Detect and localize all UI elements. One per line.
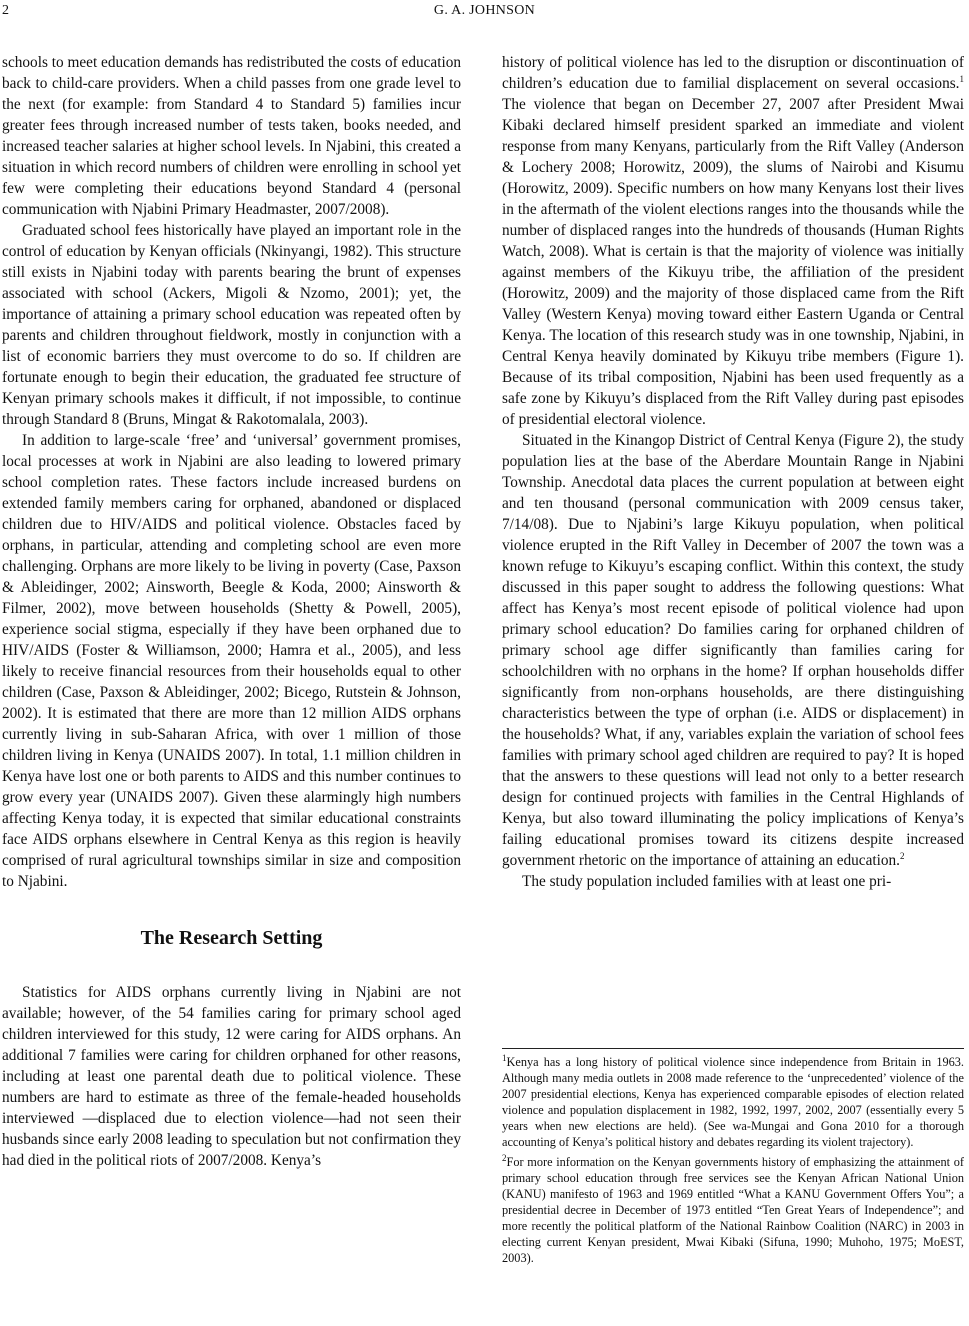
footnote [502, 1154, 964, 1266]
footnote [502, 1054, 964, 1150]
page-header [0, 0, 969, 22]
body-paragraph: Statistics for AIDS orphans currently living in Njabini are not available; however, of the 54 families caring for primary school aged children interviewed for this study, 12 were caring for AIDS orphans. An additional 7 families were caring for children orphaned for other reasons, including at least one parental death due to political violence. These numbers are hard to estimate as three of the female-headed households interviewed —displaced due to election violence—had not seen their husbands since early 2008 leading to speculation but not confirmation they had died in the political riots of 2007/2008. Kenya’s [2, 984, 461, 1169]
right-column [502, 52, 964, 892]
footnote-ref[interactable]: 2 [900, 850, 905, 861]
footnote-ref[interactable]: 1 [959, 73, 964, 84]
footnote-mark: 1 [502, 1052, 507, 1063]
left-column [2, 52, 461, 1171]
running-head: G. A. JOHNSON [433, 3, 536, 18]
footnote-mark: 2 [502, 1152, 507, 1163]
footnote-text: Kenya has a long history of political violence since independence from Britain in 1963. Although many media outlets in 2008 made reference to the ‘unprecedented’ violence of the 2007 presidential elections, Kenya has experienced comparable episodes of election related violence and population displacement in 1982, 1992, 1997, 2002, 2007 (essentially every 5 years when new elections are held). (See wa-Mungai and Gona 2010 for a thorough accounting of Kenya’s political history and debates regarding its violent trajectory). [502, 1055, 964, 1149]
body-paragraph: Graduated school fees historically have played an important role in the control of education by Kenyan officials (Nkinyangi, 1982). This structure still exists in Njabini today with parents bearing the brunt of expenses associated with school (Ackers, Migoli & Nzomo, 2001); yet, the importance of attaining a primary school education was repeated often by parents and children throughout fieldwork, mostly in conjunction with a list of economic barriers they must overcome to do so. If children are fortunate enough to begin their education, the graduated fee structure of Kenyan primary schools makes it difficult, if not impossible, to continue through Standard 8 (Bruns, Mingat & Rakotomalala, 2003). [2, 222, 461, 428]
body-paragraph: schools to meet education demands has redistributed the costs of education back to child-care providers. When a child passes from one grade level to the next (for example: from Standard 4 to Standard 5) families incur greater fees through increased number of tests taken, books needed, and increased teacher salaries at higher school levels. In Njabini, this created a situation in which record numbers of children were enrolling in school yet few were completing their educations beyond Standard 4 (personal communication with Njabini Primary Headmaster, 2007/2008). [2, 54, 461, 218]
footnotes [502, 1048, 964, 1270]
section-heading: The Research Setting [140, 927, 323, 949]
paragraph-text: The violence that began on December 27, 2007 after President Mwai Kibaki declared himself president sparked an immediate and violent response from many Kenyans, particularly from the Rift Valley (Anderson & Lochery 2008; Horowitz, 2009), the slums of Nairobi and Kisumu (Horowitz, 2009). Specific numbers on how many Kenyans lost their lives in the aftermath of the violent elections ranges into the thousands while the number of displaced ranges into the hundreds of thousands (Human Rights Watch, 2008). What is certain is that the majority of violence was initially against members of the Kikuyu tribe, the affiliation of the president (Horowitz, 2009) and the majority of those displaced came from the Rift Valley (Western Kenya) moving toward either Eastern Uganda or Central Kenya. The location of this research study was in one township, Njabini, in Central Kenya heavily dominated by Kikuyu tribe members (Figure 1). Because of its tribal composition, Njabini has been used frequently as a safe zone by Kikuyu’s displaced from the Rift Valley during past episodes of presidential electoral violence. [502, 96, 964, 428]
body-paragraph [502, 52, 964, 430]
paragraph-text: history of political violence has led to the disruption or discontinuation of children’s education due to familial displacement on several occasions. [502, 54, 964, 92]
body-paragraph [502, 430, 964, 871]
paragraph-text: Situated in the Kinangop District of Central Kenya (Figure 2), the study population lies at the base of the Aberdare Mountain Range in Njabini Township. Anecdotal data places the current population at between eight and ten thousand (personal communication with 2009 census taker, 7/14/08). Due to Njabini’s large Kikuyu population, when political violence erupted in the Rift Valley in December of 2007 the town was a known refuge to Kikuyu’s escaping conflict. Within this context, the study discussed in this paper sought to address the following questions: What affect has Kenya’s most recent episode of political violence had upon primary school education? Do families caring for orphaned children of primary school age differ significantly than families caring for schoolchildren with no orphans in the home? If orphan households differ significantly from non-orphans households, are there distinguishing characteristics between the type of orphan (i.e. AIDS or displacement) in the households? What, if any, variables explain the variation of school fees families with primary school aged children are required to pay? It is hoped that the answers to these questions will lead not only to a better research design for continued projects with families in the Central Highlands of Kenya, but also toward illuminating the policy implications of Kenya’s failing educational promises toward its citizens despite increased government rhetoric on the importance of attaining an education. [502, 432, 964, 869]
body-paragraph: In addition to large-scale ‘free’ and ‘universal’ government promises, local processes at work in Njabini are also leading to lowered primary school completion rates. These factors include increased burdens on extended family members caring for orphaned, abandoned or displaced children due to HIV/AIDS and political violence. Obstacles faced by orphans, in particular, attending and completing school are even more challenging. Orphans are more likely to be living in poverty (Case, Paxson & Ableidinger, 2002; Ainsworth, Beegle & Koda, 2000; Ainsworth & Filmer, 2002), move between households (Shetty & Powell, 2005), experience social stigma, especially if they have been orphaned due to HIV/AIDS (Foster & Williamson, 2000; Hamra et al., 2005), and less likely to receive financial resources from their households equal to other children (Case, Paxson & Ableidinger, 2002; Bicego, Rutstein & Johnson, 2002). It is estimated that there are more than 12 million AIDS orphans currently living in sub-Saharan Africa, with over 1 million of those children living in Kenya (UNAIDS 2007). In total, 1.1 million children in Kenya have lost one or both parents to AIDS and this number continues to grow every year (UNAIDS 2007). Given these alarmingly high numbers affecting Kenya today, it is expected that similar educational constraints face AIDS orphans elsewhere in Central Kenya as this region is heavily comprised of rural agricultural townships similar in size and composition to Njabini. [2, 432, 461, 890]
page-number: 2 [2, 3, 9, 18]
footnote-text: For more information on the Kenyan governments history of emphasizing the attainment of primary school education through free services see the Kenyan African National Union (KANU) manifesto of 1963 and 1969 entitled “What a KANU Government Offers You”; a presidential decree in December of 1973 entitled “Ten Great Years of Independence”; and more recently the political platform of the National Rainbow Coalition (NARC) in 2003 in electing current Kenyan president, Mwai Kibaki (Sifuna, 1990; Muhoho, 1975; MoEST, 2003). [502, 1155, 964, 1265]
body-paragraph: The study population included families with at least one pri- [522, 873, 892, 890]
